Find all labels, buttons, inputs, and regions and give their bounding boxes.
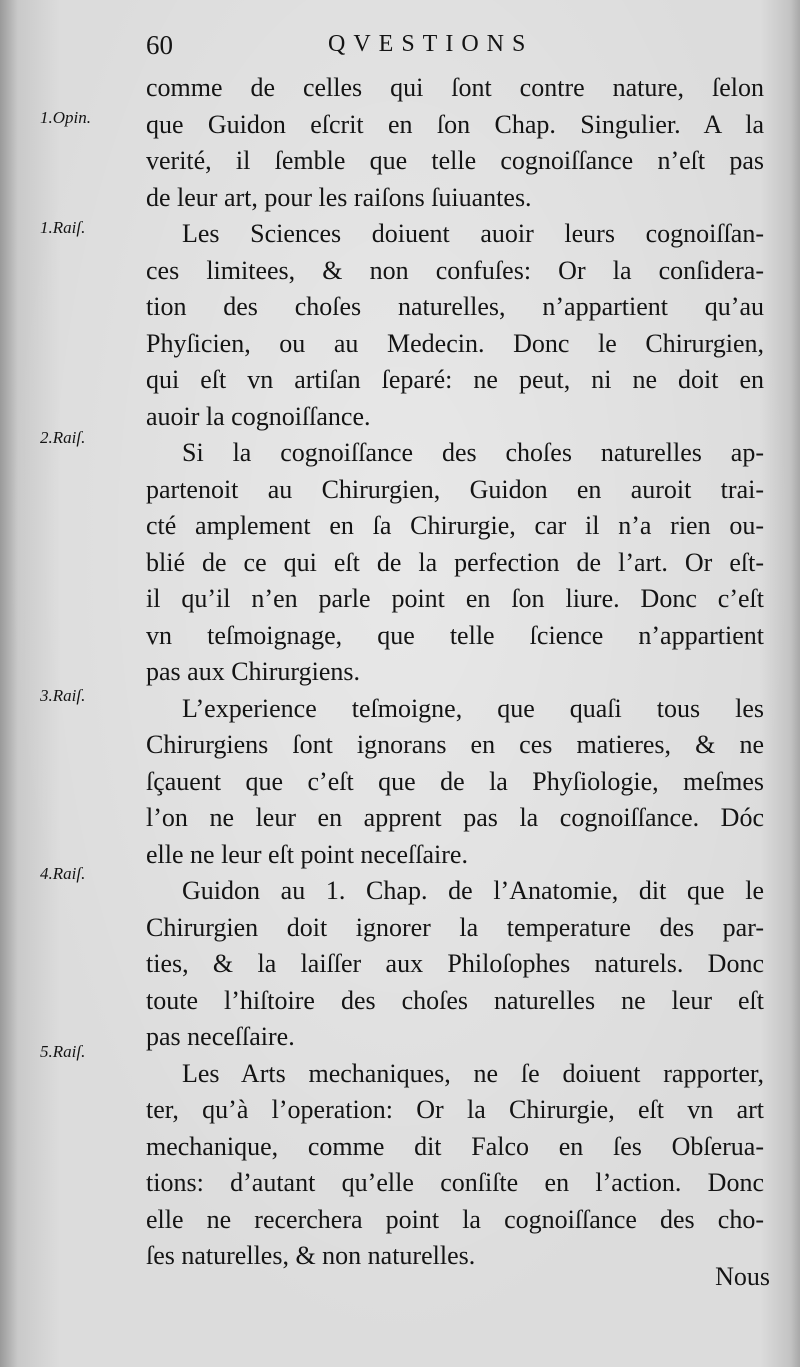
text-line: elle ne leur eſt point neceſſaire. [146, 839, 468, 869]
text-line: toute l’hiſtoire des choſes naturelles ne leur eſt [146, 985, 764, 1015]
text-line: ties, & la laiſſer aux Philoſophes naturels. Donc [146, 949, 764, 978]
body-text [146, 70, 766, 1275]
text-line: que Guidon eſcrit en ſon Chap. Singulier. A la [146, 109, 764, 139]
margin-note-opinion-1: 1.Opin. [40, 108, 91, 127]
text-line: vn teſmoignage, que telle ſcience n’appartient [146, 620, 764, 650]
page-number: 60 [146, 30, 173, 60]
text-line: ces limitees, & non confuſes: Or la conſidera- [146, 255, 764, 285]
text-line: partenoit au Chirurgien, Guidon en auroit trai- [146, 474, 764, 504]
margin-note-raison-3: 3.Raiſ. [40, 686, 86, 705]
text-line: de leur art, pour les raiſons ſuiuantes. [146, 182, 532, 212]
text-line: ter, qu’à l’operation: Or la Chirurgie, eſt vn art [146, 1095, 764, 1124]
text-line: tions: d’autant qu’elle conſiſte en l’action. Donc [146, 1168, 764, 1197]
text-line: Les Sciences doiuent auoir leurs cognoiſſan- [182, 219, 764, 248]
margin-note-raison-2: 2.Raiſ. [40, 428, 86, 447]
text-line: mechanique, comme dit Falco en ſes Obſerua- [146, 1131, 764, 1161]
margin-note-raison-5: 5.Raiſ. [40, 1042, 86, 1061]
text-line: Phyſicien, ou au Medecin. Donc le Chirurgien, [146, 328, 764, 358]
catchword: Nous [715, 1262, 770, 1291]
text-line: il qu’il n’en parle point en ſon liure. Donc c’eſt [146, 584, 764, 613]
text-line: comme de celles qui ſont contre nature, ſelon [146, 73, 764, 102]
text-line: cté amplement en ſa Chirurgie, car il n’a rien ou- [146, 511, 764, 540]
text-line: ſçauent que c’eſt que de la Phyſiologie, meſmes [146, 766, 764, 796]
text-line: blié de ce qui eſt de la perfection de l’art. Or eſt- [146, 547, 764, 577]
text-line: Les Arts mechaniques, ne ſe doiuent rapporter, [182, 1058, 764, 1088]
text-line: Chirurgien doit ignorer la temperature des par- [146, 912, 764, 942]
text-line: qui eſt vn artiſan ſeparé: ne peut, ni ne doit en [146, 365, 764, 394]
text-line: verité, il ſemble que telle cognoiſſance n’eſt pas [146, 146, 764, 175]
running-head [0, 30, 800, 70]
margin-note-raison-1: 1.Raiſ. [40, 218, 86, 237]
text-line: l’on ne leur en apprent pas la cognoiſſance. Dóc [146, 803, 764, 832]
text-line: auoir la cognoiſſance. [146, 401, 371, 431]
text-line: Guidon au 1. Chap. de l’Anatomie, dit que le [182, 876, 764, 905]
text-line: elle ne recerchera point la cognoiſſance des cho- [146, 1204, 764, 1234]
text-line: Si la cognoiſſance des choſes naturelles ap- [182, 438, 764, 467]
text-line: L’experience teſmoigne, que quaſi tous les [182, 693, 764, 723]
running-title: QVESTIONS [328, 31, 534, 57]
margin-note-raison-4: 4.Raiſ. [40, 864, 86, 883]
text-line: tion des choſes naturelles, n’appartient qu’au [146, 292, 764, 321]
text-line: ſes naturelles, & non naturelles. [146, 1241, 476, 1270]
text-line: pas neceſſaire. [146, 1022, 295, 1051]
text-line: pas aux Chirurgiens. [146, 657, 360, 686]
text-line: Chirurgiens ſont ignorans en ces matieres, & ne [146, 730, 764, 759]
